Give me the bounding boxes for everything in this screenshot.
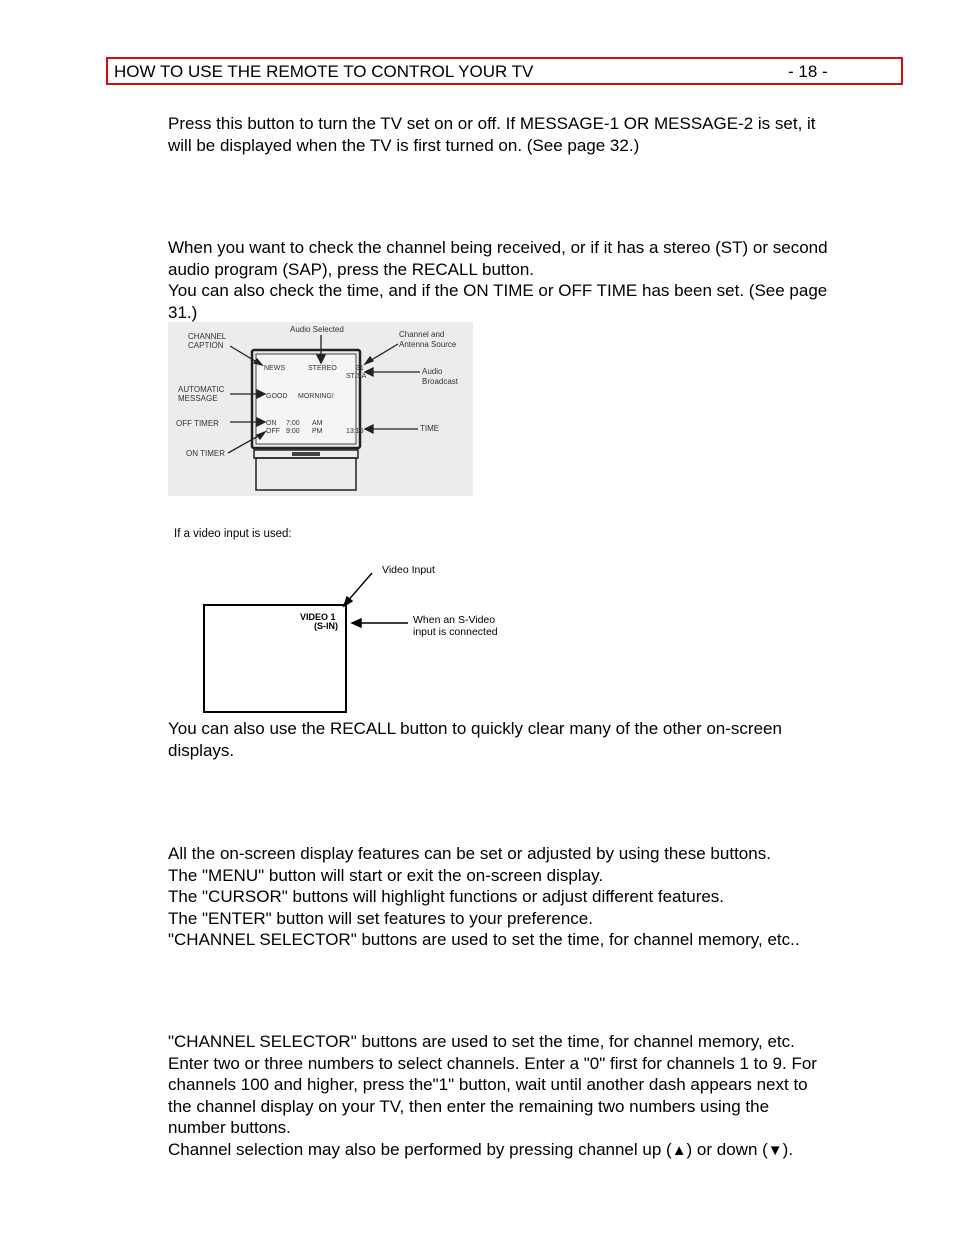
text-line: When you want to check the channel being received, or if it has a stereo (ST) or second: [168, 238, 828, 257]
screen-s-in: (S-IN): [314, 621, 338, 631]
text-segment: ) or down (: [686, 1139, 768, 1159]
label-audio-broadcast: Audio: [422, 367, 443, 376]
text-line: the channel display on your TV, then enter the remaining two numbers using the: [168, 1096, 770, 1116]
screen-clock: 13:15: [346, 428, 364, 435]
recall-display-diagram: [168, 322, 473, 496]
text-line: The "ENTER" button will set features to your preference.: [168, 908, 593, 928]
text-line: [168, 1139, 908, 1162]
text-line: The "MENU" button will start or exit the on-screen display.: [168, 865, 604, 885]
text-line: The "CURSOR" buttons will highlight functions or adjust different features.: [168, 887, 725, 906]
screen-video-1: VIDEO 1: [300, 612, 336, 622]
text-line: channels 100 and higher, press the"1" button, wait until another dash appears next to: [168, 1075, 808, 1094]
screen-off-time: 9:00: [286, 428, 300, 435]
screen-channel: 31: [356, 365, 364, 372]
text-line: will be displayed when the TV is first turned on. (See page 32.): [168, 135, 640, 155]
page-title: HOW TO USE THE REMOTE TO CONTROL YOUR TV: [114, 62, 534, 81]
label-time: TIME: [420, 424, 440, 433]
text-line: You can also check the time, and if the ON TIME or OFF TIME has been set. (See page: [168, 281, 828, 300]
text-line: "CHANNEL SELECTOR" buttons are used to set the time, for channel memory, etc.: [168, 1032, 795, 1051]
recall-description: [168, 237, 908, 323]
text-line: 31.): [168, 302, 198, 322]
text-segment: Channel selection may also be performed by pressing channel up (: [168, 1139, 672, 1159]
page-number: - 18 -: [788, 62, 828, 81]
power-description: [168, 113, 908, 156]
label-off-timer: OFF TIMER: [176, 419, 219, 428]
screen-morning: MORNING!: [298, 393, 334, 400]
label-audio-selected: Audio Selected: [290, 325, 344, 334]
menu-description: [168, 843, 908, 951]
text-line: Press this button to turn the TV set on or off. If MESSAGE-1 OR MESSAGE-2 is set, it: [168, 114, 816, 133]
video-input-caption: If a video input is used:: [174, 528, 292, 540]
screen-off-ampm: PM: [312, 428, 323, 435]
text-line: "CHANNEL SELECTOR" buttons are used to set the time, for channel memory, etc..: [168, 930, 800, 949]
screen-news: NEWS: [264, 365, 285, 372]
screen-on: ON: [266, 420, 277, 427]
screen-stereo: STEREO: [308, 365, 337, 372]
screen-stsa: ST/SA: [346, 373, 367, 380]
screen-off: OFF: [266, 428, 280, 435]
screen-on-time: 7:00: [286, 420, 300, 427]
label-channel-source: Antenna Source: [399, 340, 457, 349]
label-s-video: input is connected: [413, 626, 498, 638]
recall-clear-description: [168, 718, 908, 761]
text-line: displays.: [168, 740, 235, 760]
video-input-diagram: [160, 515, 520, 720]
channel-up-icon: ▲: [671, 1141, 687, 1159]
label-audio-broadcast: Broadcast: [422, 377, 459, 386]
text-line: You can also use the RECALL button to quickly clear many of the other on-screen: [168, 719, 782, 738]
text-line: Enter two or three numbers to select channels. Enter a "0" first for channels 1 to 9. For: [168, 1053, 817, 1073]
screen-on-ampm: AM: [312, 420, 323, 427]
text-segment: ).: [782, 1139, 794, 1159]
label-channel-caption: CHANNEL: [188, 332, 227, 341]
label-channel-caption: CAPTION: [188, 341, 224, 350]
label-on-timer: ON TIMER: [186, 449, 225, 458]
label-s-video: When an S-Video: [413, 614, 496, 626]
label-video-input: Video Input: [382, 564, 435, 576]
page-header: [106, 57, 903, 85]
text-line: number buttons.: [168, 1118, 291, 1137]
label-channel-source: Channel and: [399, 330, 445, 339]
channel-down-icon: ▼: [767, 1141, 783, 1159]
label-automatic-message: AUTOMATIC: [178, 385, 225, 394]
channel-description: [168, 1031, 908, 1161]
label-automatic-message: MESSAGE: [178, 394, 218, 403]
text-line: All the on-screen display features can be set or adjusted by using these buttons.: [168, 844, 771, 863]
text-line: audio program (SAP), press the RECALL button.: [168, 259, 534, 279]
screen-good: GOOD: [266, 393, 288, 400]
